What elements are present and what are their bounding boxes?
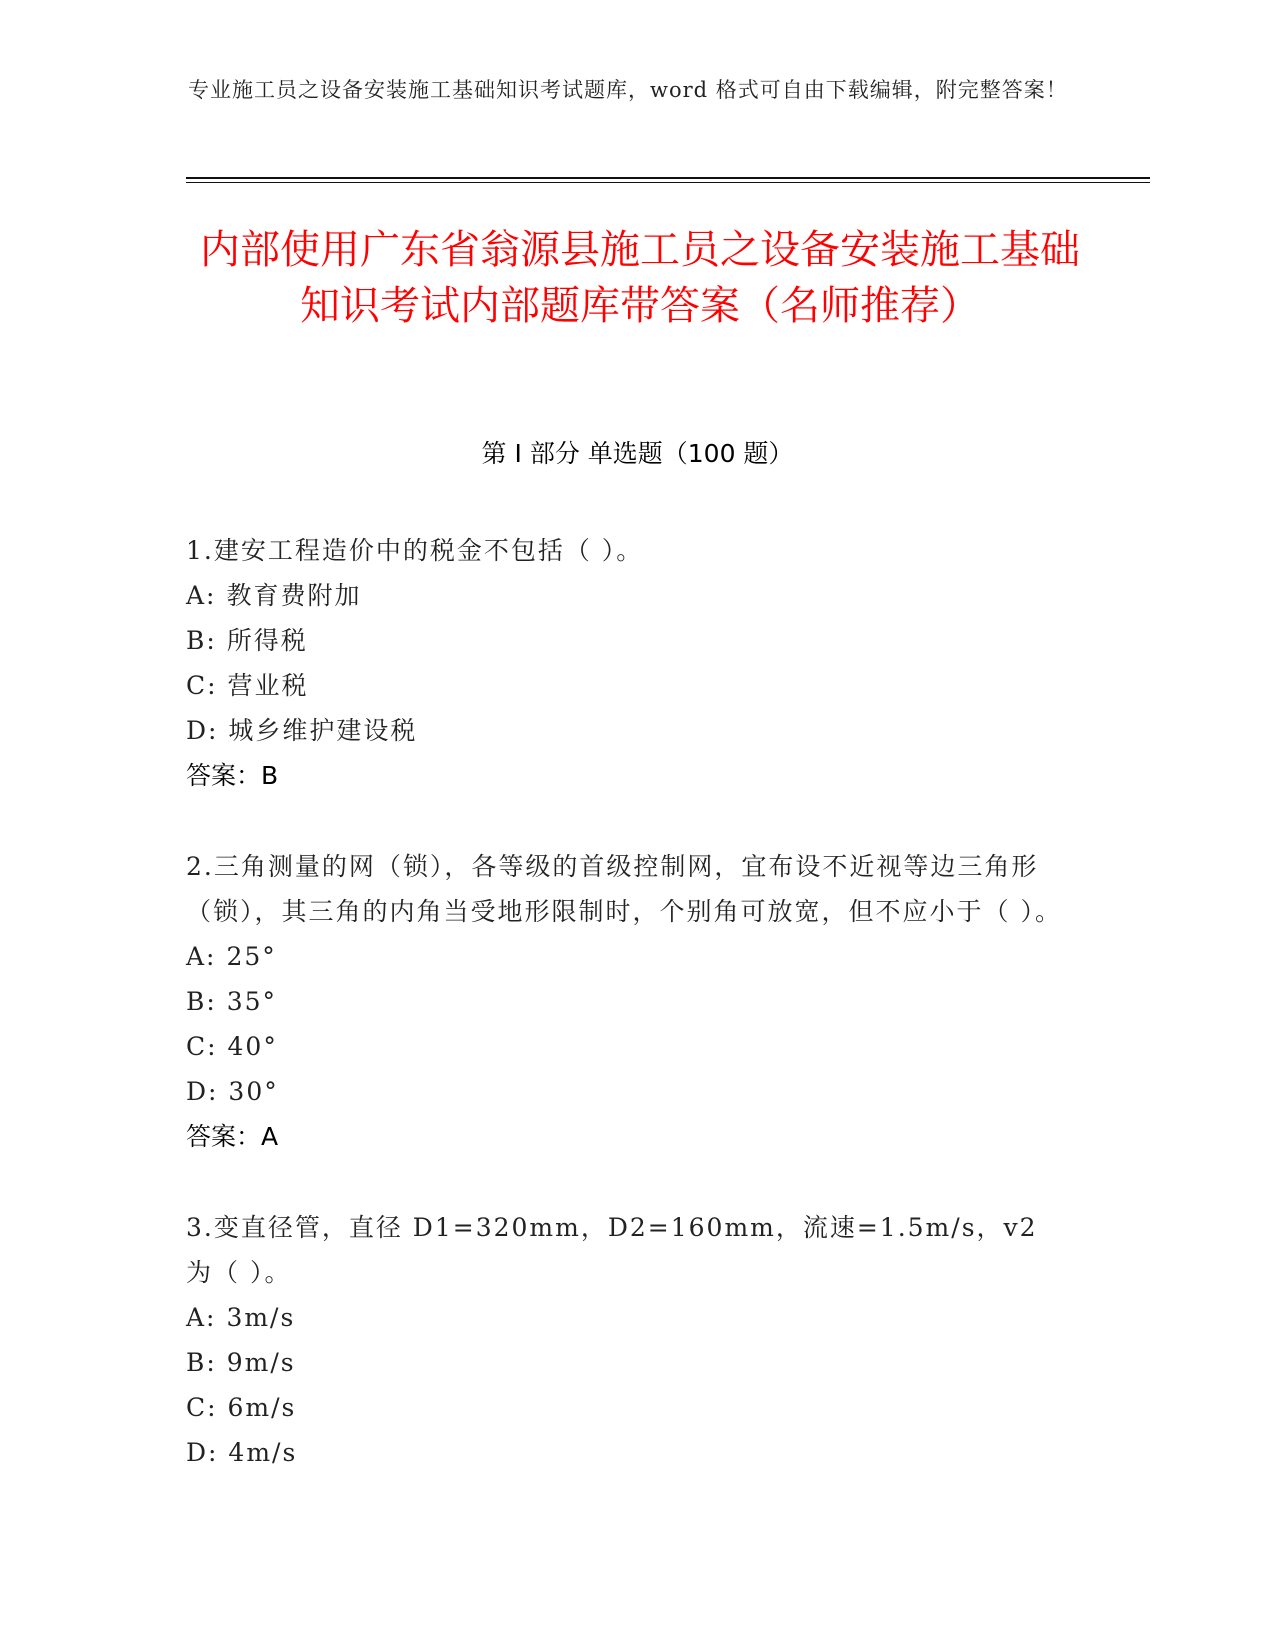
section-heading: 第 I 部分 单选题（100 题） [481,439,794,468]
option-text: 3m/s [226,1303,296,1332]
header-divider-thick [186,177,1150,179]
header-divider-thin [186,182,1150,183]
option-text: 教育费附加 [226,581,362,610]
option-label: B: [186,987,217,1016]
option-label: D: [186,716,219,745]
document-title: 内部使用广东省翁源县施工员之设备安装施工基础知识考试内部题库带答案（名师推荐） [200,227,1080,329]
option-a [186,573,1066,618]
option-d [186,1430,1066,1475]
option-c [186,663,1066,708]
option-b [186,979,1066,1024]
option-a [186,1295,1066,1340]
question-1 [186,528,1066,798]
option-text: 所得税 [226,626,308,655]
option-c [186,1385,1066,1430]
option-label: D: [186,1438,219,1467]
option-label: B: [186,1348,217,1377]
option-text: 35° [226,987,278,1016]
option-b [186,1340,1066,1385]
option-a [186,934,1066,979]
option-text: 40° [227,1032,278,1061]
option-text: 4m/s [228,1438,298,1467]
option-label: C: [186,1032,218,1061]
header-note: 专业施工员之设备安装施工基础知识考试题库，word 格式可自由下载编辑，附完整答案！ [188,78,1068,102]
question-stem: 3.变直径管，直径 D1=320mm，D2=160mm，流速=1.5m/s，v2 为（ ）。 [186,1213,1038,1287]
option-text: 城乡维护建设税 [228,716,418,745]
option-label: C: [186,671,218,700]
question-2 [186,844,1066,1159]
question-stem: 2.三角测量的网（锁），各等级的首级控制网，宜布设不近视等边三角形（锁），其三角的内角当受地形限制时，个别角可放宽，但不应小于（ ）。 [186,852,1062,926]
option-text: 营业税 [227,671,309,700]
option-label: D: [186,1077,219,1106]
option-text: 6m/s [227,1393,297,1422]
option-label: C: [186,1393,218,1422]
question-list [186,528,1066,1521]
option-text: 9m/s [226,1348,296,1377]
option-d [186,708,1066,753]
answer: 答案：B [186,761,279,790]
option-label: A: [186,1303,217,1332]
option-label: B: [186,626,217,655]
option-text: 25° [226,942,277,971]
option-label: A: [186,581,217,610]
option-c [186,1024,1066,1069]
question-3 [186,1205,1066,1475]
question-stem: 1.建安工程造价中的税金不包括（ ）。 [186,536,644,565]
option-label: A: [186,942,217,971]
option-text: 30° [228,1077,279,1106]
answer: 答案：A [186,1122,279,1151]
option-b [186,618,1066,663]
option-d [186,1069,1066,1114]
